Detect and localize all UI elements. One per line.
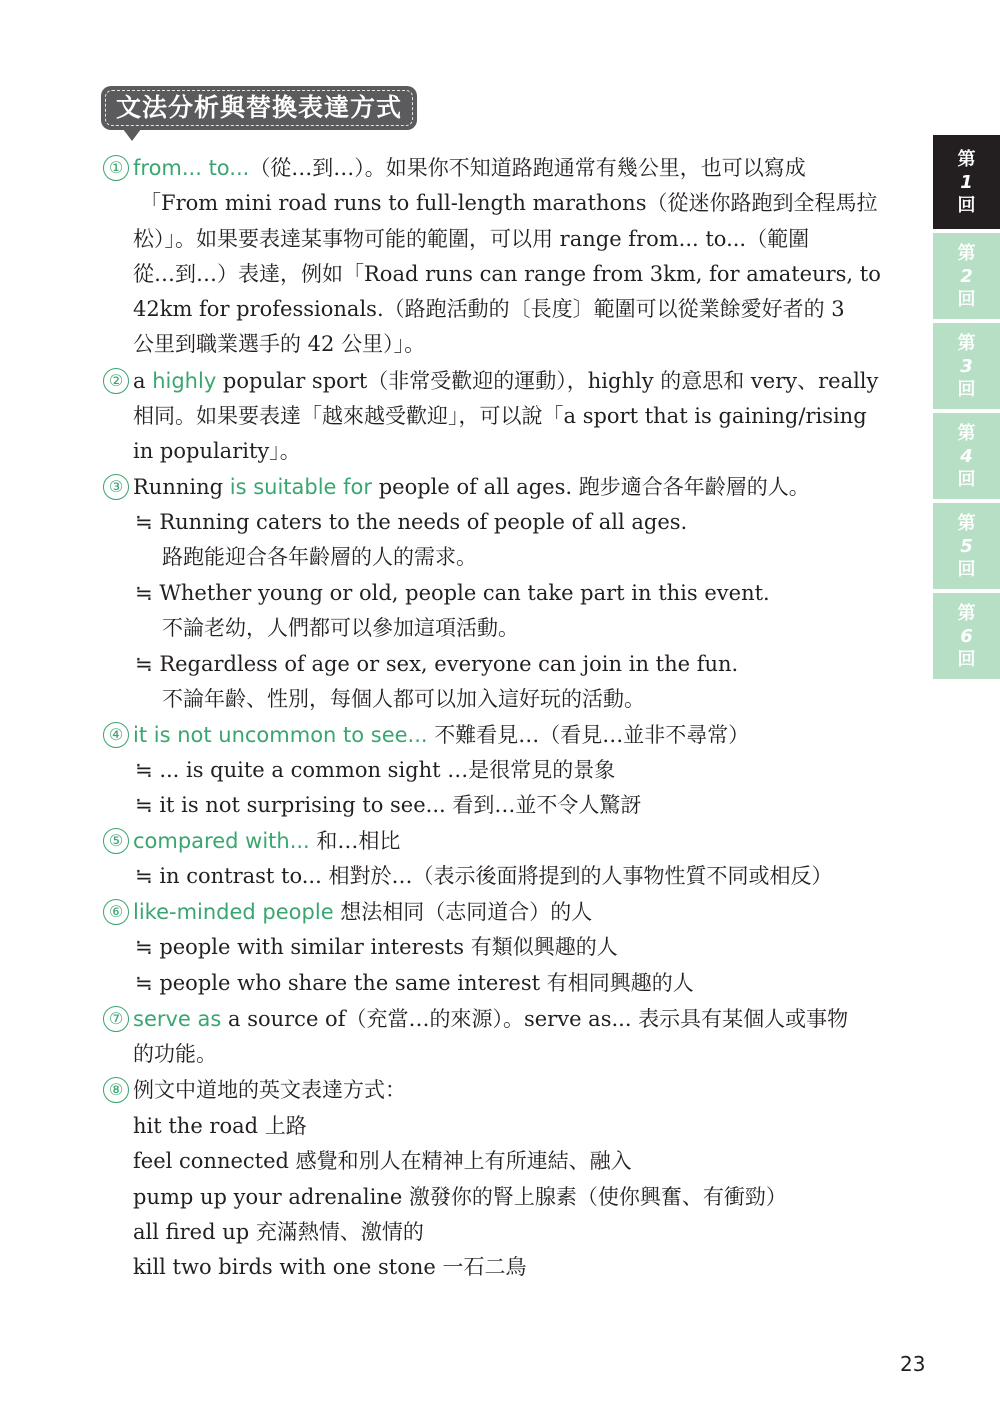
tab-label: 回 [957,194,976,216]
tab-number: 2 [960,265,973,287]
chapter-tabs [933,135,1000,683]
item5-text: 和…相比 [309,829,401,853]
item1-line1 [133,153,806,183]
item1-line6: 公里到職業選手的 42 公里）」。 [133,332,426,356]
item3-sub1-zh: 路跑能迎合各年齡層的人的需求。 [162,545,477,569]
item5-keyword: compared with... [133,829,310,853]
item-number-2: ② [103,368,129,394]
item-number-1: ① [103,155,129,181]
item7-line1 [133,1004,848,1034]
tab-label: 第 [957,422,976,444]
item4-sub1-text: ... is quite a common sight …是很常見的景象 [159,758,616,782]
expression-3: pump up your adrenaline 激發你的腎上腺素（使你興奮、有衝勁） [133,1185,787,1209]
item2-line3: in popularity」。 [133,439,301,463]
tab-label: 第 [957,242,976,264]
item4-sub2 [135,790,641,820]
item8-title: 例文中道地的英文表達方式： [133,1078,406,1102]
item6-line1 [133,897,592,927]
tab-chapter-2[interactable] [933,233,1000,323]
item7-line2: 的功能。 [133,1042,217,1066]
item-number-8: ⑧ [103,1077,129,1103]
tab-label: 第 [957,332,976,354]
tab-label: 回 [957,468,976,490]
approx-icon: ≒ [135,935,153,959]
tab-chapter-3[interactable] [933,323,1000,413]
item3-keyword: is suitable for [229,475,373,499]
tab-chapter-4[interactable] [933,413,1000,503]
item3-sub1 [135,507,687,537]
item4-sub1 [135,755,615,785]
item2-line1 [133,366,878,396]
tab-chapter-1[interactable] [933,135,1000,233]
item-number-7: ⑦ [103,1006,129,1032]
item6-keyword: like-minded people [133,900,334,924]
item6-sub1-text: people with similar interests 有類似興趣的人 [159,935,618,959]
tab-number: 1 [960,171,973,193]
item2-keyword: highly [152,369,217,393]
item1-line5: 42km for professionals.（路跑活動的〔長度〕範圍可以從業餘愛好者的 3 [133,297,845,321]
item1-line3: 松）」。如果要表達某事物可能的範圍，可以用 range from... to...（範圍 [133,227,810,251]
approx-icon: ≒ [135,758,153,782]
tab-chapter-5[interactable] [933,503,1000,593]
item3-sub3 [135,649,738,679]
item-number-5: ⑤ [103,828,129,854]
item-number-6: ⑥ [103,899,129,925]
item4-keyword: it is not uncommon to see... [133,723,428,747]
tab-chapter-6[interactable] [933,593,1000,683]
item7-text: a source of（充當…的來源）。serve as... 表示具有某個人或事物 [221,1007,849,1031]
expression-5: kill two birds with one stone 一石二鳥 [133,1255,527,1279]
expression-4: all fired up 充滿熱情、激情的 [133,1220,424,1244]
item3-line1 [133,472,810,502]
page-number: 23 [900,1352,926,1376]
tab-label: 第 [957,148,976,170]
item1-line2: 「From mini road runs to full-length marathons（從迷你路跑到全程馬拉 [140,191,878,215]
item6-sub1 [135,932,618,962]
tab-label: 回 [957,288,976,310]
item3-sub3-zh: 不論年齡、性別，每個人都可以加入這好玩的活動。 [162,687,645,711]
item3-text: people of all ages. 跑步適合各年齡層的人。 [372,475,810,499]
item3-sub3-en: Regardless of age or sex, everyone can join in the fun. [159,652,739,676]
item7-keyword: serve as [133,1007,222,1031]
tab-number: 3 [960,355,973,377]
tab-number: 5 [960,535,973,557]
item1-line4: 從…到…）表達，例如「Road runs can range from 3km, for amateurs, to [133,262,881,286]
approx-icon: ≒ [135,971,153,995]
tab-number: 4 [960,445,973,467]
tab-label: 回 [957,558,976,580]
item4-sub2-text: it is not surprising to see... 看到…並不令人驚訝 [159,793,642,817]
tab-label: 第 [957,602,976,624]
item4-text: 不難看見…（看見…並非不尋常） [427,723,750,747]
item6-text: 想法相同（志同道合）的人 [333,900,593,924]
item2-line2: 相同。如果要表達「越來越受歡迎」，可以說「a sport that is gaining/rising [133,404,867,428]
item5-sub1 [135,861,832,891]
approx-icon: ≒ [135,581,153,605]
tab-label: 回 [957,378,976,400]
expression-2: feel connected 感覺和別人在精神上有所連結、融入 [133,1149,632,1173]
approx-icon: ≒ [135,793,153,817]
item-number-3: ③ [103,474,129,500]
item2-text: popular sport（非常受歡迎的運動），highly 的意思和 very、really [216,369,879,393]
item1-text: （從…到…）。如果你不知道路跑通常有幾公里，也可以寫成 [249,156,806,180]
tab-label: 回 [957,648,976,670]
item4-line1 [133,720,749,750]
approx-icon: ≒ [135,864,153,888]
expression-1: hit the road 上路 [133,1114,307,1138]
approx-icon: ≒ [135,652,153,676]
section-title: 文法分析與替換表達方式 [115,93,402,122]
item6-sub2 [135,968,694,998]
item3-prefix: Running [133,475,230,499]
item3-sub2-en: Whether young or old, people can take part in this event. [159,581,770,605]
tab-label: 第 [957,512,976,534]
item5-sub1-text: in contrast to... 相對於…（表示後面將提到的人事物性質不同或相反） [159,864,833,888]
item6-sub2-text: people who share the same interest 有相同興趣的人 [159,971,694,995]
item2-prefix: a [133,369,153,393]
item-number-4: ④ [103,722,129,748]
item1-keyword: from... to... [133,156,250,180]
item3-sub2 [135,578,770,608]
tab-number: 6 [960,625,973,647]
item5-line1 [133,826,400,856]
approx-icon: ≒ [135,510,153,534]
item3-sub1-en: Running caters to the needs of people of all ages. [159,510,688,534]
item3-sub2-zh: 不論老幼，人們都可以參加這項活動。 [162,616,519,640]
